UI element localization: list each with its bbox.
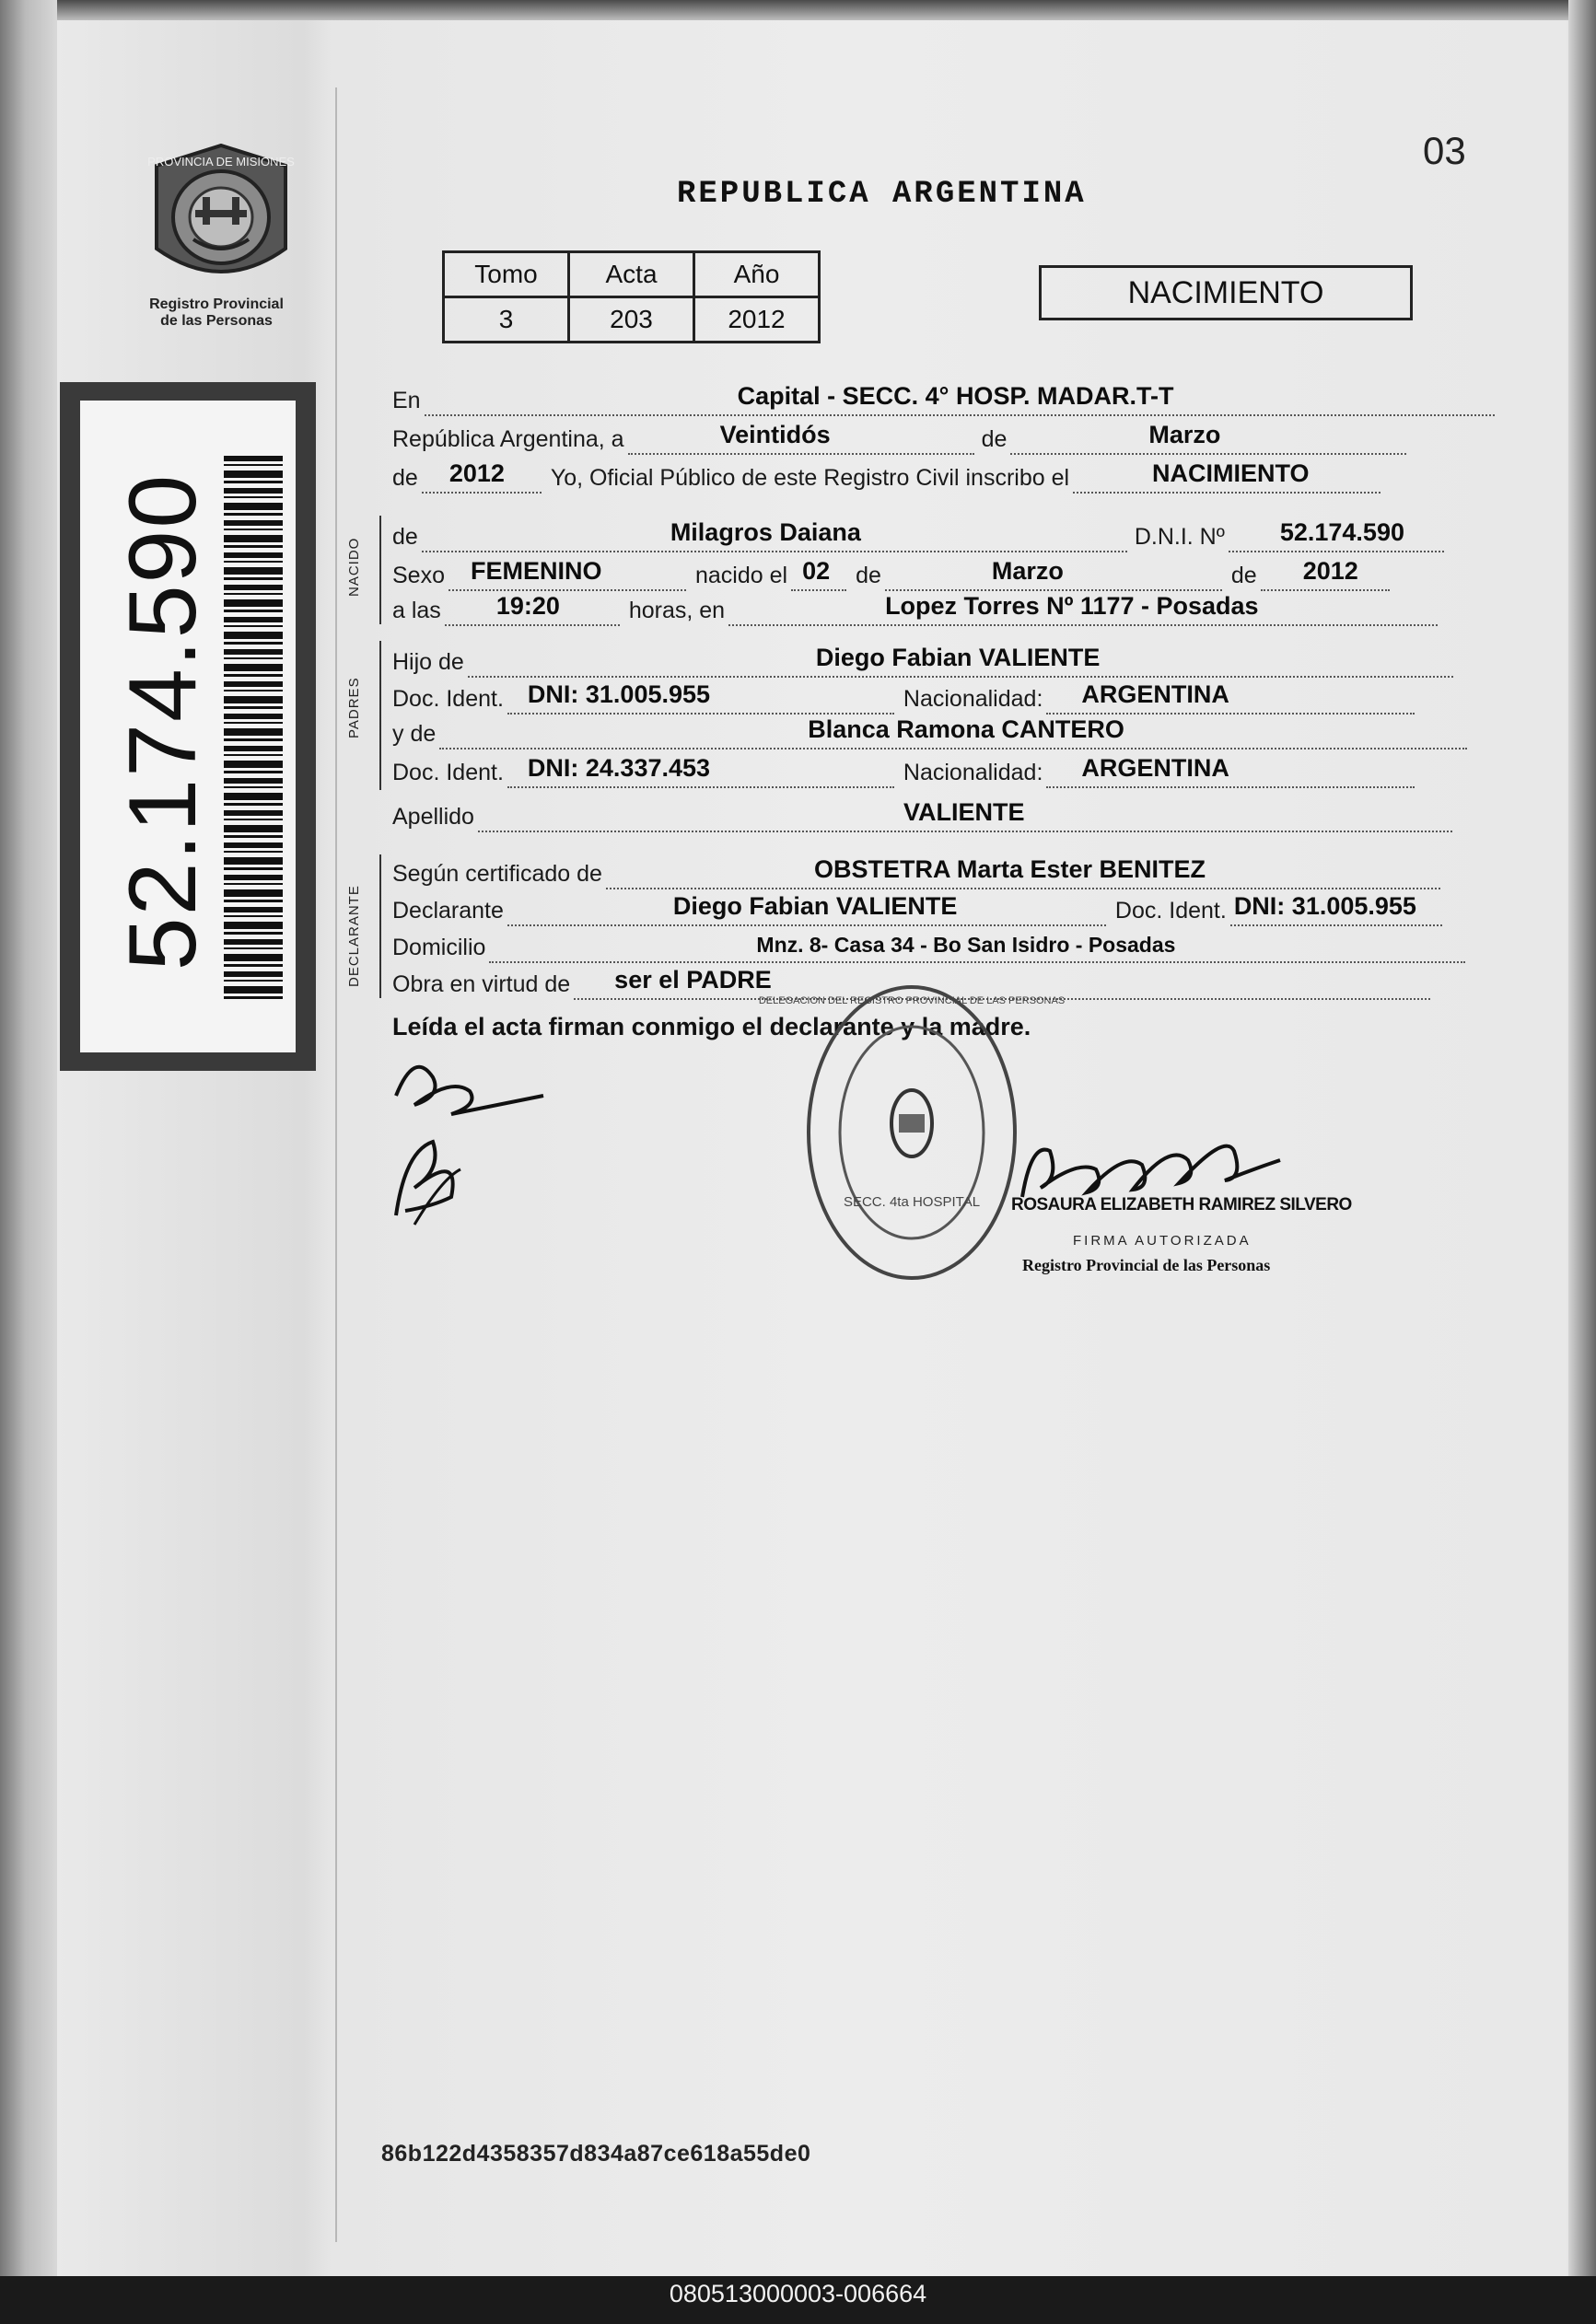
spine-number: 52.174.590: [110, 472, 216, 971]
value-nacido-name: Milagros Daiana: [670, 518, 861, 546]
field-sexo: [449, 557, 686, 591]
registry-label-line2: de las Personas: [160, 313, 273, 329]
stamp-inner-text: SECC. 4ta HOSPITAL: [843, 1194, 981, 1210]
field-mother-doc: [507, 754, 894, 788]
value-dni: 52.174.590: [1279, 518, 1404, 546]
value-inscribe: NACIMIENTO: [1152, 459, 1310, 487]
scan-right-shadow: [1568, 0, 1596, 2276]
value-father-nat: ARGENTINA: [1081, 680, 1229, 708]
label-declarante: Declarante: [392, 898, 504, 924]
value-anio: 2012: [694, 297, 820, 343]
spine-label: [60, 382, 316, 1071]
value-tomo: 3: [444, 297, 569, 343]
margin-line: [335, 87, 337, 2242]
label-horas-en: horas, en: [628, 598, 726, 623]
field-day: [791, 557, 846, 591]
label-domicilio: Domicilio: [392, 935, 486, 960]
emblem-seal-text: PROVINCIA DE MISIONES: [147, 155, 295, 168]
field-day-words: [628, 421, 974, 455]
header-anio: Año: [694, 252, 820, 297]
page-number: 03: [1423, 129, 1466, 172]
section-bar-padres: [379, 641, 381, 790]
line-fecha-acta: [392, 418, 1406, 455]
label-nacido-de2: de: [856, 563, 881, 588]
line-nacido-sexo: [392, 554, 1390, 591]
section-bar-declarante: [379, 854, 381, 998]
record-type-box: NACIMIENTO: [1039, 265, 1413, 320]
value-time: 19:20: [495, 592, 560, 620]
line-y-de: [392, 713, 1467, 749]
value-birth-place: Lopez Torres Nº 1177 - Posadas: [885, 592, 1259, 620]
barcode-icon: [224, 456, 283, 999]
signer-office: Registro Provincial de las Personas: [1022, 1256, 1271, 1274]
spine-label-inner: [80, 401, 296, 1052]
field-certificado: [606, 855, 1440, 889]
field-father-nat: [1046, 680, 1415, 715]
label-mother-doc: Doc. Ident.: [392, 760, 504, 785]
field-apellido: [478, 798, 1452, 832]
line-inscribo: [392, 457, 1380, 494]
binding-fold: [0, 0, 57, 2276]
line-apellido: [392, 796, 1452, 832]
header-acta: Acta: [569, 252, 694, 297]
section-label-padres: PADRES: [346, 677, 362, 738]
field-declarante-doc: [1230, 892, 1442, 926]
document-hash: 86b122d4358357d834a87ce618a55de0: [381, 2141, 811, 2167]
value-father: Diego Fabian VALIENTE: [815, 644, 1101, 671]
stamp-outer-text: DELEGACION DEL REGISTRO PROVINCIAL DE LAS PERSONAS: [758, 995, 1066, 1006]
label-dni: D.N.I. Nº: [1134, 524, 1225, 550]
official-stamp-icon: [758, 976, 1066, 1289]
field-time: [445, 592, 620, 626]
field-domicilio: [489, 934, 1465, 963]
line-nacido-hora: [392, 589, 1438, 626]
value-apellido: VALIENTE: [903, 798, 1025, 826]
field-inscribe: [1073, 459, 1380, 494]
label-father-nat: Nacionalidad:: [903, 686, 1043, 712]
field-father: [468, 644, 1453, 678]
signer-role: FIRMA AUTORIZADA: [1073, 1233, 1252, 1249]
line-declarante: [392, 889, 1442, 926]
value-birth-month: Marzo: [991, 557, 1064, 585]
field-nacido-name: [422, 518, 1127, 552]
field-mother-nat: [1046, 754, 1415, 788]
label-father-doc: Doc. Ident.: [392, 686, 504, 712]
field-birth-month: [885, 557, 1222, 591]
label-de-year: de: [392, 465, 418, 491]
label-sexo: Sexo: [392, 563, 445, 588]
value-day: 02: [802, 557, 831, 585]
value-mother-doc: DNI: 24.337.453: [527, 754, 711, 782]
country-heading: REPUBLICA ARGENTINA: [677, 177, 1087, 212]
value-mother-nat: ARGENTINA: [1081, 754, 1229, 782]
section-label-declarante: DECLARANTE: [346, 885, 362, 987]
value-acta: 203: [569, 297, 694, 343]
field-dni: [1229, 518, 1444, 552]
field-year: [422, 459, 542, 494]
signer-name: ROSAURA ELIZABETH RAMIREZ SILVERO: [1011, 1195, 1352, 1214]
value-birth-year: 2012: [1302, 557, 1358, 585]
value-obra: ser el PADRE: [614, 966, 772, 994]
value-declarante-doc: DNI: 31.005.955: [1233, 892, 1416, 920]
label-hijo-de: Hijo de: [392, 649, 464, 675]
value-certificado: OBSTETRA Marta Ester BENITEZ: [813, 855, 1206, 883]
scan-footer-id: 080513000003-006664: [669, 2280, 927, 2307]
label-nacido-de: de: [392, 524, 418, 550]
value-father-doc: DNI: 31.005.955: [527, 680, 711, 708]
label-de: de: [981, 426, 1008, 452]
authorized-signature-icon: [1013, 1123, 1289, 1206]
label-y-de: y de: [392, 721, 437, 747]
label-apellido: Apellido: [392, 804, 474, 830]
value-domicilio: Mnz. 8- Casa 34 - Bo San Isidro - Posadas: [756, 933, 1176, 957]
record-table-value-row: [444, 297, 820, 343]
label-obra: Obra en virtud de: [392, 971, 571, 997]
value-year: 2012: [449, 459, 505, 487]
scan-top-shadow: [0, 0, 1596, 20]
field-father-doc: [507, 680, 894, 715]
line-nacido-nombre: [392, 516, 1444, 552]
line-certificado: [392, 853, 1440, 889]
label-country-a: República Argentina, a: [392, 426, 624, 452]
field-birth-year: [1261, 557, 1390, 591]
closing-statement: Leída el acta firman conmigo el declarante y la madre.: [392, 1013, 1031, 1040]
label-inscribo: Yo, Oficial Público de este Registro Civil inscribo el: [550, 465, 1070, 491]
line-hijo-de: [392, 641, 1453, 678]
field-place: [425, 382, 1495, 416]
line-domicilio: [392, 926, 1465, 963]
line-en: [392, 379, 1495, 416]
label-nacido-el: nacido el: [694, 563, 788, 588]
line-father-doc: [392, 678, 1415, 715]
value-place: Capital - SECC. 4° HOSP. MADAR.T-T: [737, 382, 1174, 410]
line-mother-doc: [392, 751, 1415, 788]
field-declarante: [507, 892, 1106, 926]
section-bar-nacido: [379, 516, 381, 624]
field-month: [1010, 421, 1406, 455]
value-mother: Blanca Ramona CANTERO: [808, 715, 1124, 743]
label-mother-nat: Nacionalidad:: [903, 760, 1043, 785]
label-certificado: Según certificado de: [392, 861, 602, 887]
field-birth-place: [728, 592, 1438, 626]
label-declarante-doc: Doc. Ident.: [1114, 898, 1227, 924]
header-tomo: Tomo: [444, 252, 569, 297]
value-sexo: FEMENINO: [470, 557, 602, 585]
record-table: [442, 250, 821, 343]
label-nacido-de3: de: [1230, 563, 1257, 588]
value-declarante: Diego Fabian VALIENTE: [672, 892, 958, 920]
section-label-nacido: NACIDO: [346, 537, 362, 597]
province-emblem-icon: [147, 138, 295, 295]
registry-label-line1: Registro Provincial: [149, 296, 284, 312]
label-en: En: [392, 388, 421, 413]
signature-icon: [378, 1040, 562, 1225]
registry-label: [120, 296, 313, 330]
label-alas: a las: [392, 598, 441, 623]
value-month: Marzo: [1148, 421, 1221, 448]
record-table-header-row: [444, 252, 820, 297]
field-mother: [439, 715, 1467, 749]
value-day-words: Veintidós: [719, 421, 831, 448]
